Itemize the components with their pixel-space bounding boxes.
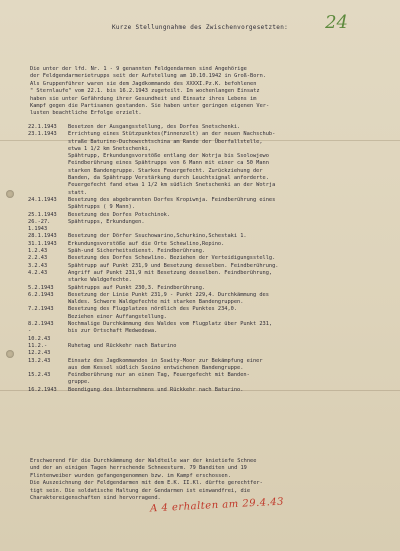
entry-text: Erkundungsvorstöße auf die Orte Schewlino,Repino.: [68, 240, 225, 247]
entry-date: 22.1.1943: [28, 124, 57, 130]
entry-text: Besetzung des abgebrannten Dorfes Kropiwnja. Feindberührung eines Spähtrupps ( 9 Mann).: [68, 196, 276, 211]
chronology-entry: [28, 358, 380, 373]
entry-date: 31.1.1943: [28, 240, 57, 247]
closing-paragraph: Erschwerend für die Durchkämmung der Waldteile war der knietiefe Schnee und der an einigen Tagen herrschende Schneesturm. 79 Banditen und 19 Flintenweiber wurden gefangengenommen bzw. im Kampf erschossen. Die Auszeichnung der Feldgendarmen mit dem E.K. II.Kl. dürfte gerechtfer- tigt sein. Die soldatische Haltung der Gendarmen ist einwandfrei, die Charaktereigenschaften sind hervorragend.: [30, 458, 263, 502]
chronology-list: [28, 124, 380, 394]
entry-date: 7.2.1943: [28, 306, 54, 313]
entry-text: Beendigung des Unternehmens und Rückkehr nach Baturino.: [68, 386, 244, 393]
chronology-entry: [28, 255, 380, 262]
entry-text: Spähtrupps, Erkundungen.: [68, 218, 145, 225]
handwritten-annotation: A 4 erhalten am 29.4.43: [149, 496, 285, 515]
chronology-entry: [28, 270, 380, 285]
entry-date: 5.2.1943: [28, 284, 54, 291]
chronology-entry: [28, 387, 380, 394]
chronology-entry: [28, 372, 380, 387]
entry-text: Spähtrupps auf Punkt 230,3. Feindberührung.: [68, 284, 206, 291]
entry-text: Besetzung der Dörfer Ssuchowarino,Schurkino,Schestaki 1.: [68, 233, 247, 240]
chronology-entry: [28, 292, 380, 307]
entry-date: 25.1.1943: [28, 211, 57, 218]
chronology-entry: [28, 197, 380, 212]
entry-date: 3.2.43: [28, 262, 48, 269]
document-heading: Kurze Stellungnahme des Zwischenvorgesetzten:: [111, 24, 289, 31]
chronology-entry: [28, 219, 380, 234]
entry-date: 28.1.1943: [28, 233, 57, 240]
chronology-entry: [28, 321, 380, 343]
entry-text: Besetzung des Dorfes Schewlino. Beziehen der Verteidigungsstellg.: [68, 255, 276, 262]
entry-date: 11.2.- 12.2.43: [28, 342, 51, 357]
entry-date: 4.2.43: [28, 269, 48, 276]
chronology-entry: [28, 212, 380, 219]
punch-hole: [6, 350, 14, 358]
entry-text: Feindberührung nur an einen Tag, Feuergefecht mit Banden- gruppe.: [68, 372, 250, 386]
entry-text: Spähtrupp auf Punkt 231,9 und Besetzung desselben. Feindberührung.: [68, 262, 279, 269]
entry-text: Besetzung des Dorfes Potschinok.: [68, 211, 171, 218]
entry-date: 1.2.43: [28, 248, 48, 255]
entry-date: 8.2.1943 - 10.2.43: [28, 321, 54, 342]
entry-text: Besetzen der Ausgangsstellung, des Dorfes Snetschenki.: [68, 124, 241, 130]
entry-text: Besetzung der Linie Punkt 231,9 - Punkt 229,4. Durchkämmung des Waldes. Schwere Waldgefechte mit starken Bandengruppen.: [68, 291, 269, 306]
entry-text: Besetzung des Flugplatzes nördlich des Punktes 234,0. Beziehen einer Auffangstellung.: [68, 306, 238, 320]
page-number: 24: [325, 12, 348, 33]
entry-text: Errichtung eines Stützpunktes(Finnenzelt) an der neuen Nachschub- straße Baturino-Duchowschtschina am Rande der Überfallstelle, etwa 1 1/2 km Snetschenki, Spähtrupp, Erkundungsvorstöße entlang der Wotrja bis Ssolowjewo Feindberührung eines Spähtrupps von 6 Mann mit einer ca 50 Mann starken Bandengruppe. Starkes Feuergefecht. Zurückziehung der Banden, da Spähtrupp Verstärkung durch Leuchtsignal anforderte. Feuergefecht fand etwa 1 1/2 km südlich Snetschenki an der Wotrja statt.: [68, 131, 276, 196]
entry-date: 6.2.1943: [28, 291, 54, 298]
entry-text: Nochmalige Durchkämmung des Waldes vom Flugplatz über Punkt 231, bis zur Ortschaft Medwedewa.: [68, 321, 273, 335]
chronology-entry: [28, 124, 380, 131]
entry-date: 26.-27. 1.1943: [28, 218, 51, 233]
chronology-entry: [28, 241, 380, 248]
entry-date: 23.1.1943: [28, 131, 57, 138]
chronology-entry: [28, 233, 380, 240]
entry-text: Angriff auf Punkt 231,9 mit Besetzung desselben. Feindberührung, starke Waldgefechte.: [68, 269, 273, 284]
entry-date: 16.2.1943: [28, 386, 57, 393]
entry-date: 15.2.43: [28, 372, 51, 379]
entry-date: 2.2.43: [28, 255, 48, 262]
chronology-entry: [28, 131, 380, 197]
chronology-entry: [28, 343, 380, 358]
chronology-entry: [28, 248, 380, 255]
entry-text: Späh-und Sicherheitsdienst. Feindberührung.: [68, 248, 206, 255]
chronology-entry: [28, 263, 380, 270]
chronology-entry: [28, 306, 380, 321]
entry-text: Einsatz des Jagdkommandos in Sswity-Moor zur Bekämpfung einer aus dem Kessel südlich Ssoino entwichenen Bandengruppe.: [68, 357, 263, 371]
entry-text: Ruhetag und Rückkehr nach Baturino: [68, 342, 177, 349]
entry-date: 24.1.1943: [28, 196, 57, 203]
entry-date: 13.2.43: [28, 357, 51, 364]
intro-paragraph: Die unter der lfd. Nr. 1 - 9 genannten Feldgendarmen sind Angehörige der Feldgendarmerietrupps seit der Aufstellung am 10.10.1942 in Groß-Born. Als Gruppenführer waren sie dem Jagdkommando des XXXXI.Pz.K. befohlenen " Sternlaufe" vom 22.1. bis 16.2.1943 zugeteilt. Im wochenlangen Einsatz haben sie unter Gefährdung ihrer Gesundheit und Einsatz ihres Lebens im Kampf gegen die Partisanen gestanden. Sie haben unter geringen eigenen Ver- lusten beachtliche Erfolge erzielt.: [30, 66, 270, 117]
chronology-entry: [28, 285, 380, 292]
punch-hole: [6, 190, 14, 198]
